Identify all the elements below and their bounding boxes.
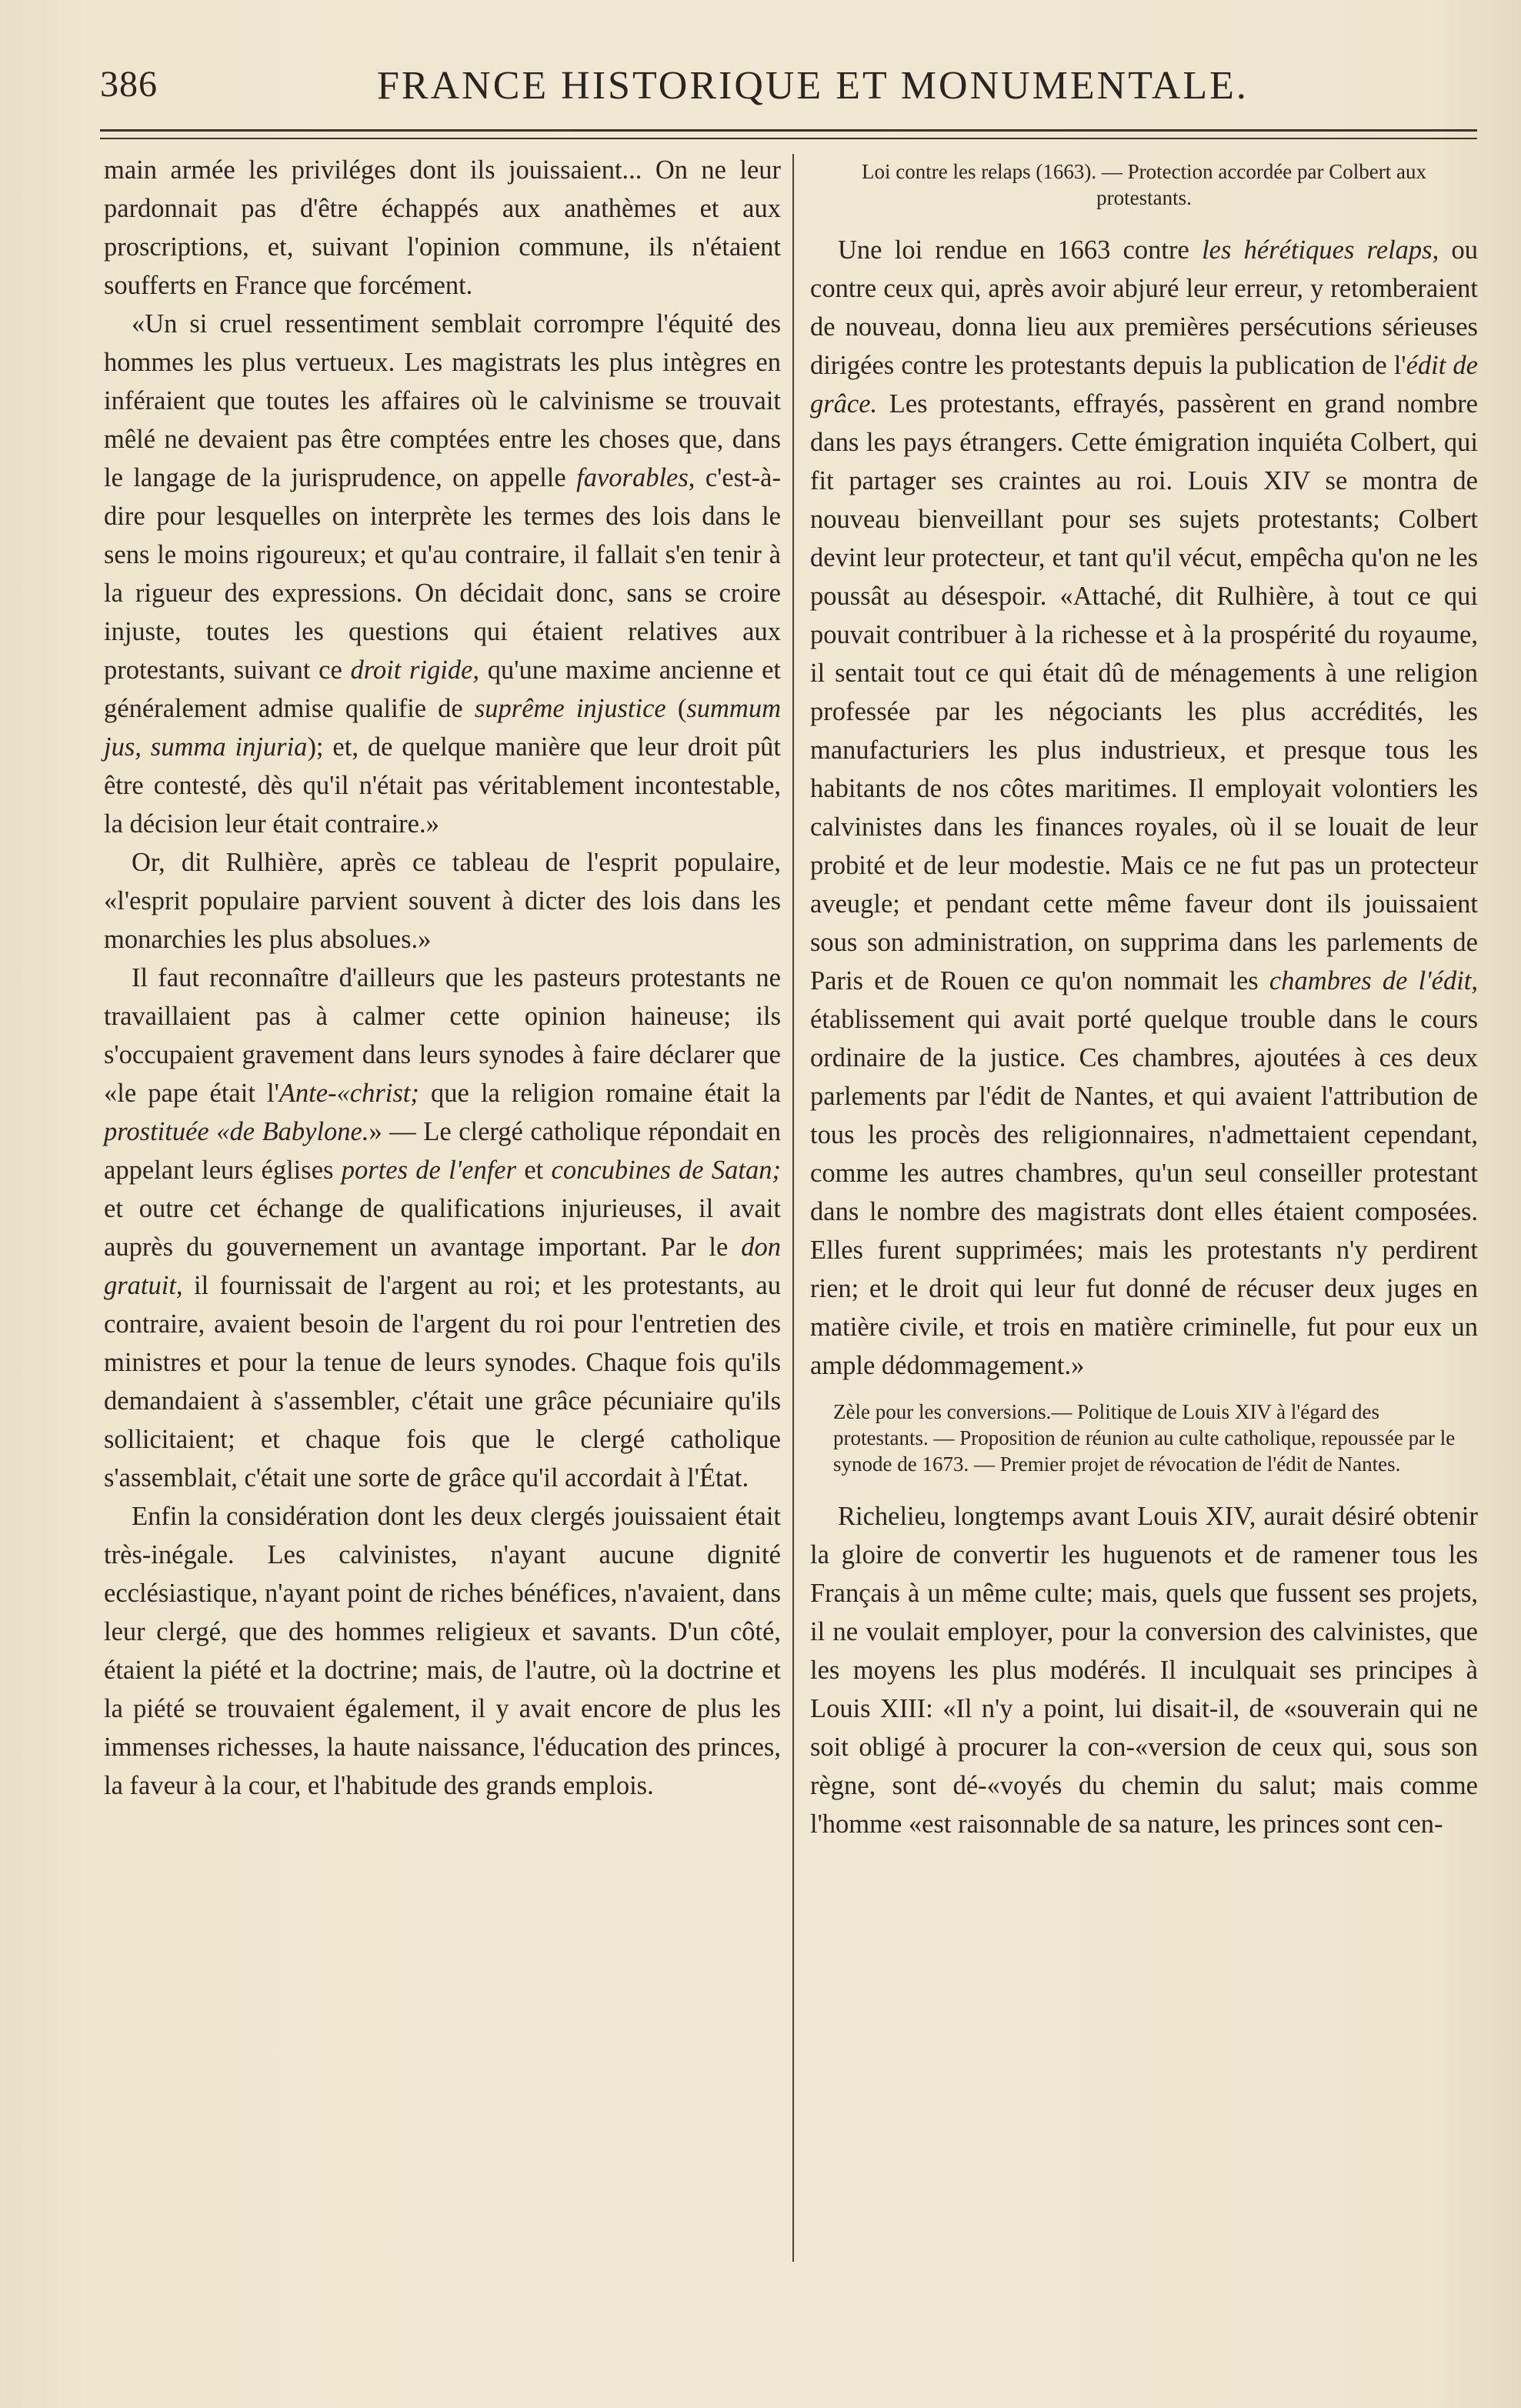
header-rule <box>100 129 1477 139</box>
running-title: FRANCE HISTORIQUE ET MONUMENTALE. <box>377 64 1249 108</box>
paragraph: Enfin la considération dont les deux clergés jouissaient était très-inégale. Les calvinistes, n'ayant aucune dignité ecclésiastique, n'ayant point de riches bénéfices, n'avaient, dans leur clergé, que des hommes religieux et savants. D'un côté, étaient la piété et la doctrine; mais, de l'autre, où la doctrine et la piété se trouvaient également, il y avait encore de plus les immenses richesses, la haute naissance, l'éducation des princes, la faveur à la cour, et l'habitude des grands emplois. <box>104 1502 781 1800</box>
section-subheading: Loi contre les relaps (1663). — Protection accordée par Colbert aux protestants. <box>862 160 1426 209</box>
paragraph: main armée les priviléges dont ils jouissaient... On ne leur pardonnait pas d'être échappés aux anathèmes et aux proscriptions, et, suivant l'opinion commune, ils n'étaient soufferts en France que forcément. <box>104 155 781 300</box>
page-header <box>100 63 1477 117</box>
paragraph: Richelieu, longtemps avant Louis XIV, aurait désiré obtenir la gloire de convertir les huguenots et de ramener tous les Français à un même culte; mais, quels que fussent ses projets, il ne voulait employer, pour la conversion des calvinistes, que les moyens les plus modérés. Il inculquait ses principes à Louis XIII: «Il n'y a point, lui disait-il, de «souverain qui ne soit obligé à procurer la con-«version de ceux qui, sous son règne, sont dé-«voyés du chemin du salut; mais comme l'homme «est raisonnable de sa nature, les princes sont cen- <box>810 1502 1478 1839</box>
right-column <box>810 151 1478 1843</box>
column-divider <box>792 154 794 2262</box>
section-subheading: Zèle pour les conversions.— Politique de Louis XIV à l'égard des protestants. — Proposition de réunion au culte catholique, repoussée par le synode de 1673. — Premier projet de révocation de l'édit de Nantes. <box>833 1400 1456 1476</box>
page-number: 386 <box>100 64 158 105</box>
left-column <box>104 151 781 1805</box>
paragraph: «Un si cruel ressentiment semblait corrompre l'équité des hommes les plus vertueux. Les magistrats les plus intègres en inféraient que toutes les affaires où le calvinisme se trouvait mêlé ne devaient pas être comptées entre les choses que, dans le langage de la jurisprudence, on appelle favorables, c'est-à-dire pour lesquelles on interprète les termes des lois dans le sens le moins rigoureux; et qu'au contraire, il fallait s'en tenir à la rigueur des expressions. On décidait donc, sans se croire injuste, toutes les questions qui étaient relatives aux protestants, suivant ce droit rigide, qu'une maxime ancienne et généralement admise qualifie de suprême injustice (summum jus, summa injuria); et, de quelque manière que leur droit pût être contesté, dès qu'il n'était pas véritablement incontestable, la décision leur était contraire.» <box>104 309 781 839</box>
paragraph: Or, dit Rulhière, après ce tableau de l'esprit populaire, «l'esprit populaire parvient souvent à dicter des lois dans les monarchies les plus absolues.» <box>104 848 781 954</box>
paragraph: Il faut reconnaître d'ailleurs que les pasteurs protestants ne travaillaient pas à calmer cette opinion haineuse; ils s'occupaient gravement dans leurs synodes à faire déclarer que «le pape était l'Ante-«christ; que la religion romaine était la prostituée «de Babylone.» — Le clergé catholique répondait en appelant leurs églises portes de l'enfer et concubines de Satan; et outre cet échange de qualifications injurieuses, il avait auprès du gouvernement un avantage important. Par le don gratuit, il fournissait de l'argent au roi; et les protestants, au contraire, avaient besoin de l'argent du roi pour l'entretien des ministres et pour la tenue de leurs synodes. Chaque fois qu'ils demandaient à s'assembler, c'était une grâce pécuniaire qu'ils sollicitaient; et chaque fois que le clergé catholique s'assemblait, c'était une sorte de grâce qu'il accordait à l'État. <box>104 963 781 1492</box>
paragraph: Une loi rendue en 1663 contre les hérétiques relaps, ou contre ceux qui, après avoir abjuré leur erreur, y retomberaient de nouveau, donna lieu aux premières persécutions sérieuses dirigées contre les protestants depuis la publication de l'édit de grâce. Les protestants, effrayés, passèrent en grand nombre dans les pays étrangers. Cette émigration inquiéta Colbert, qui fit partager ses craintes au roi. Louis XIV se montra de nouveau bienveillant pour ses sujets protestants; Colbert devint leur protecteur, et tant qu'il vécut, empêcha qu'on ne les poussât au désespoir. «Attaché, dit Rulhière, à tout ce qui pouvait contribuer à la richesse et à la prospérité du royaume, il sentait tout ce qui était dû de ménagements à une religion professée par les négociants les plus accrédités, les manufacturiers les plus industrieux, et presque tous les habitants de nos côtes maritimes. Il employait volontiers les calvinistes dans les finances royales, où il se louait de leur probité et de leur modestie. Mais ce ne fut pas un protecteur aveugle; et pendant cette même faveur dont ils jouissaient sous son administration, on supprima dans les parlements de Paris et de Rouen ce qu'on nommait les chambres de l'édit, établissement qui avait porté quelque trouble dans le cours ordinaire de la justice. Ces chambres, ajoutées à ces deux parlements par l'édit de Nantes, et qui avaient l'attribution de tous les procès des religionnaires, n'admettaient cependant, comme les autres chambres, qu'un seul conseiller protestant dans le nombre des magistrats dont elles étaient composées. Elles furent supprimées; mais les protestants n'y perdirent rien; et le droit qui leur fut donné de récuser deux juges en matière civile, et trois en matière criminelle, fut pour eux un ample dédommagement.» <box>810 235 1478 1380</box>
